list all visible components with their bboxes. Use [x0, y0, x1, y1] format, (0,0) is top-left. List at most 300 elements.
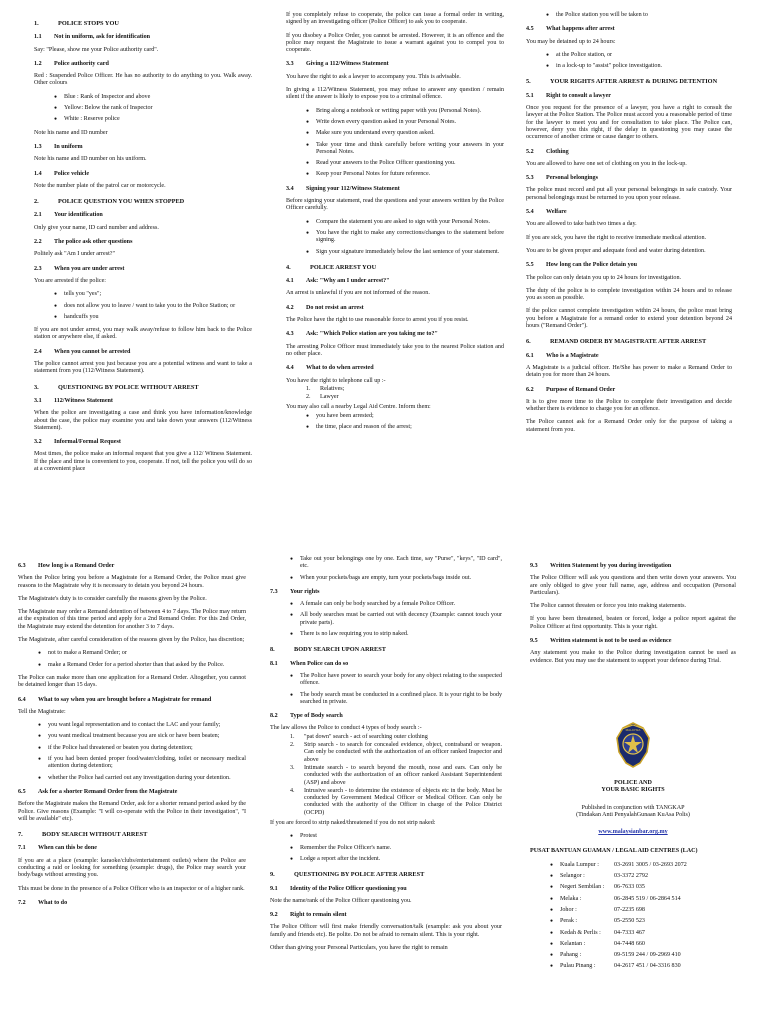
- bullet-item: ● Yellow: Below the rank of Inspector: [34, 105, 252, 112]
- section-title: Clothing: [546, 148, 569, 155]
- subsection-heading: [526, 387, 732, 394]
- section-title: Welfare: [546, 209, 567, 216]
- bullet-item: ● the time, place and reason of the arrest;: [286, 424, 504, 431]
- section-title: BODY SEARCH WITHOUT ARREST: [42, 831, 148, 839]
- section-number: 9.3: [530, 563, 538, 569]
- bullet-item: ● if you had been denied proper food/water/clothing, toilet or necessary medical attention during detention;: [18, 756, 246, 771]
- bullet-item: ● When your pockets/bags are empty, turn your pockets/bags inside out.: [270, 575, 502, 582]
- lac-entry: [530, 884, 736, 891]
- bullet-item: ● Sign your signature immediately below the last sentence of your statement.: [286, 249, 504, 256]
- lac-entry: [530, 918, 736, 925]
- section-heading: [34, 20, 252, 27]
- section-title: QUESTIONING BY POLICE AFTER ARREST: [294, 871, 425, 879]
- bullet-item: ● handcuffs you: [34, 314, 252, 321]
- lac-state: ● Kuala Lumpur :: [560, 861, 599, 868]
- section-title: Written statement is not to be used as evidence: [550, 638, 672, 645]
- item-number: 1.: [306, 385, 311, 392]
- paragraph: Once you request for the presence of a lawyer, you have a right to consult the lawyer at the Police Station. The Police must accord you a reasonable period of time for the lawyer to meet you and for consultation to take place. The Police can, however, deny you this right, if the delay in questioning you may cause the occurrence of another crime or cause danger to others.: [526, 105, 732, 141]
- bullet-item: ● The body search must be conducted in a confined place. It is your right to be body searched in private.: [270, 692, 502, 707]
- bullet-item: ● you want medical treatment because you are sick or have been beaten;: [18, 733, 246, 740]
- section-title: When you are under arrest: [54, 265, 125, 272]
- paragraph: Politely ask "Am I under arrest?": [34, 251, 115, 258]
- paragraph: The police must record and put all your personal belongings in safe custody. Your personal belongings must be returned to you upon your release.: [526, 187, 732, 201]
- section-title: What happens after arrest: [546, 26, 615, 33]
- bullet-item: ● Remember the Police Officer's name.: [270, 845, 502, 852]
- lac-state: ● Kedah & Perlis :: [560, 929, 601, 936]
- paragraph: The law allows the Police to conduct 4 types of body search :-: [270, 725, 422, 732]
- section-title: Type of Body search: [290, 713, 343, 720]
- numbered-list: [286, 386, 504, 402]
- section-number: 5.5: [526, 262, 534, 269]
- paragraph: If you are forced to strip naked/threatened if you do not strip naked:: [270, 820, 436, 827]
- subsection-heading: [34, 239, 252, 246]
- paragraph: The arresting Police Officer must immediately take you to the nearest Police station and no other place.: [286, 343, 504, 357]
- bullet-item: ● Keep your Personal Notes for future reference.: [286, 171, 504, 178]
- subsection-heading: [34, 144, 252, 151]
- section-title: Informal/Formal Request: [54, 439, 121, 446]
- lac-state: ● Kelantan :: [560, 940, 586, 947]
- brochure-title: [530, 780, 736, 795]
- paragraph: Note his name and ID number: [34, 129, 108, 136]
- paragraph: The Police Officer will ask you questions and then write down your answers. You are only obliged to give your full name, age, address and occupation (Personal Particulars).: [530, 575, 736, 596]
- subsection-heading: [34, 398, 252, 405]
- numbered-item: [286, 386, 504, 393]
- section-title: YOUR RIGHTS AFTER ARREST & DURING DETENTION: [550, 78, 718, 86]
- paragraph: If you are at a place (example: karaoke/clubs/entertainment outlets) where the Police are conducting a raid or looking for something (example: drugs), the Police may search your body/bags without arresting you.: [18, 857, 246, 879]
- subsection-heading: [270, 886, 502, 893]
- subsection-heading: [18, 845, 246, 852]
- section-number: 1.4: [34, 170, 42, 177]
- paragraph: Most times, the police make an informal request that you give a 112/ Witness Statement. If the place and time is convenient to you, cooperate. If not, tell the police you will do so at a convenient place: [34, 451, 252, 472]
- section-number: 5.4: [526, 209, 534, 216]
- subsection-heading: [526, 175, 732, 182]
- bullet-list: [286, 219, 504, 256]
- item-text: Relatives;: [320, 385, 345, 392]
- publication-line-2: (Tindakan Anti PenyalahGunaan KuAsa Polis): [576, 811, 690, 818]
- subsection-heading: [34, 212, 252, 219]
- paragraph: It is to give more time to the Police to complete their investigation and decide whether there is evidence to charge you for an offence.: [526, 398, 732, 413]
- bullet-list: [18, 650, 246, 669]
- subsection-heading: [270, 661, 502, 668]
- section-number: 2.3: [34, 265, 42, 272]
- numbered-item: [270, 734, 502, 741]
- section-number: 3.2: [34, 439, 42, 446]
- paragraph: The duty of the police is to complete investigation within 24 hours and to release you as soon as possible.: [526, 287, 732, 302]
- section-number: 8.2: [270, 713, 278, 720]
- section-title: Police authority card: [54, 60, 109, 67]
- section-title: Right to consult a lawyer: [546, 92, 611, 99]
- bullet-list: [270, 833, 502, 863]
- lac-entry: [530, 907, 736, 914]
- section-number: 2.: [34, 198, 39, 206]
- section-number: 5.1: [526, 92, 534, 99]
- paragraph: Tell the Magistrate:: [18, 708, 66, 715]
- section-number: 4.1: [286, 278, 294, 285]
- paragraph: Any statement you make to the Police during investigation cannot be used as evidence. But you may use the statement to support your defence during Trial.: [530, 650, 736, 664]
- section-number: 1.2: [34, 60, 42, 67]
- lac-entry: [530, 963, 736, 970]
- section-number: 3.4: [286, 185, 294, 192]
- item-text: Lawyer: [320, 394, 339, 401]
- section-title: BODY SEARCH UPON ARREST: [294, 646, 386, 654]
- subsection-heading: [18, 900, 246, 907]
- website-link[interactable]: www.malaysianbar.org.my: [598, 829, 668, 836]
- title-line-2: YOUR BASIC RIGHTS: [601, 787, 665, 794]
- bullet-list: [270, 601, 502, 638]
- section-number: 5.: [526, 78, 531, 86]
- page2-column1: [18, 556, 246, 912]
- paragraph: You are allowed to take bath two times a day.: [526, 221, 637, 228]
- section-number: 6.5: [18, 788, 26, 795]
- section-number: 4.3: [286, 331, 294, 338]
- section-number: 9.5: [530, 638, 538, 645]
- subsection-heading: [286, 186, 504, 193]
- lac-phone: 09-5159 244 / 09-2969 410: [614, 952, 681, 959]
- section-title: How long is a Remand Order: [38, 563, 115, 569]
- bullet-item: ● the Police station you will be taken to: [526, 12, 732, 19]
- bullet-list: [286, 413, 504, 432]
- section-title: When Police can do so: [290, 660, 349, 667]
- numbered-item: [270, 742, 502, 764]
- subsection-heading: [530, 563, 736, 570]
- section-number: 2.2: [34, 239, 42, 246]
- subsection-heading: [526, 353, 732, 360]
- lac-entry: [530, 862, 736, 869]
- bullet-item: ● you want legal representation and to contact the LAC and your family;: [18, 722, 246, 729]
- subsection-heading: [34, 34, 252, 41]
- section-number: 9.: [270, 871, 275, 879]
- page1-column3: [526, 12, 732, 440]
- paragraph: Note the name/rank of the Police Officer questioning you.: [270, 897, 412, 904]
- paragraph: In giving a 112/Witness Statement, you may refuse to answer any question / remain silent if the answer is likely to expose you to a criminal offence.: [286, 87, 504, 101]
- section-heading: [526, 78, 732, 85]
- lac-state: ● Melaka :: [560, 895, 582, 902]
- paragraph: If you have been threatened, beaten or forced, lodge a police report against the Police Officer at first opportunity. This is your right.: [530, 616, 736, 630]
- subsection-heading: [286, 61, 504, 68]
- section-title: What to do: [38, 899, 68, 906]
- subsection-heading: [526, 149, 732, 156]
- paragraph: The Magistrate may order a Remand detention of between 4 to 7 days. The Police may return at the expiration of this time period and apply for a 2nd Remand Order. For this 2nd Order, the Magistrate may extend the detention for another 3 to 7 days.: [18, 609, 246, 630]
- subsection-heading: [18, 697, 246, 704]
- paragraph: Before signing your statement, read the questions and your answers written by the Police Officer carefully.: [286, 198, 504, 212]
- item-number: 1.: [290, 733, 295, 740]
- paragraph: Other than giving your Personal Particulars, you have the right to remain: [270, 944, 448, 951]
- paragraph: You have the right to ask a lawyer to accompany you. This is advisable.: [286, 73, 461, 80]
- paragraph: Say: "Please, show me your Police authority card".: [34, 46, 159, 53]
- bullet-item: ● Protest: [270, 833, 502, 840]
- section-title: POLICE STOPS YOU: [58, 20, 119, 27]
- bullet-list: [526, 52, 732, 71]
- section-number: 7.1: [18, 845, 26, 852]
- section-number: 5.3: [526, 175, 534, 182]
- section-title: Right to remain silent: [290, 912, 347, 919]
- lac-entry: [530, 896, 736, 903]
- item-text: Strip search - to search for concealed evidence, object, contraband or weapon. Can only be conducted with the authorization of an officer ranked Inspector and above: [304, 742, 502, 763]
- subsection-heading: [34, 61, 252, 68]
- subsection-heading: [286, 278, 504, 285]
- bullet-item: ● There is no law requiring you to strip naked.: [270, 631, 502, 638]
- section-number: 6.: [526, 338, 531, 346]
- lac-list: [530, 862, 736, 971]
- lac-state: ● Pulau Pinang :: [560, 963, 596, 970]
- paragraph: Red : Suspended Police Officer. He has no authority to do anything to you. Walk away. Other colours: [34, 73, 252, 87]
- numbered-item: [286, 394, 504, 401]
- bullet-list: [270, 673, 502, 706]
- section-title: 112/Witness Statement: [54, 397, 113, 404]
- numbered-item: [270, 765, 502, 787]
- paragraph: Note the number plate of the patrol car or motorcycle.: [34, 182, 166, 189]
- page1-column1: [34, 12, 252, 479]
- bullet-item: ● The Police have power to search your body for any object relating to the suspected offence.: [270, 673, 502, 688]
- section-title: Written Statement by you during investigation: [550, 563, 672, 569]
- subsection-heading: [526, 93, 732, 100]
- paragraph: If you disobey a Police Order, you cannot be arrested. However, it is an offence and the police may request the Magistrate to issue a warrant against you to compel you to cooperate.: [286, 32, 504, 54]
- paragraph: The Police cannot threaten or force you into making statements.: [530, 603, 687, 610]
- subsection-heading: [286, 305, 504, 312]
- bullet-item: ● Lodge a report after the incident.: [270, 856, 502, 863]
- subsection-heading: [18, 789, 246, 796]
- paragraph: The Magistrate's duty is to consider carefully the reasons given by the Police.: [18, 595, 207, 602]
- paragraph: You may be detained up to 24 hours:: [526, 38, 616, 45]
- section-heading: [18, 831, 246, 838]
- section-title: Who is a Magistrate: [546, 352, 599, 359]
- bullet-list: [270, 556, 502, 582]
- paragraph: Before the Magistrate makes the Remand Order, ask for a shorter remand period asked by the Police. Give reasons (Example: "I will co-operate with the Police in their investigation", "I will be available" etc).: [18, 801, 246, 822]
- section-title: Giving a 112/Witness Statement: [306, 61, 389, 68]
- bullet-item: ● in a lock-up to "assist" police investigation.: [526, 63, 732, 70]
- subsection-heading: [34, 439, 252, 446]
- subsection-heading: [270, 713, 502, 720]
- publication-line-1: Published in conjunction with TANGKAP: [581, 804, 685, 811]
- section-number: 4.2: [286, 304, 294, 311]
- section-title: How long can the Police detain you: [546, 262, 638, 269]
- bullet-item: ● Write down every question asked in your Personal Notes.: [286, 119, 504, 126]
- section-title: Ask for a shorter Remand Order from the Magistrate: [38, 788, 178, 795]
- section-title: The police ask other questions: [54, 239, 133, 246]
- subsection-heading: [526, 26, 732, 33]
- section-heading: [526, 338, 732, 345]
- section-title: POLICE ARREST YOU: [310, 263, 377, 271]
- bullet-item: ● Make sure you understand every question asked.: [286, 130, 504, 137]
- bullet-list: [286, 108, 504, 179]
- paragraph: The Police cannot ask for a Remand Order only for the purpose of taking a statement from you.: [526, 419, 732, 433]
- lac-phone: 07-2235 698: [614, 906, 645, 913]
- subsection-heading: [530, 638, 736, 645]
- section-number: 6.2: [526, 386, 534, 393]
- bullet-item: ● Compare the statement you are asked to sign with your Personal Notes.: [286, 219, 504, 226]
- bullet-item: ● Take out your belongings one by one. Each time, say "Purse", "keys", "ID card", etc.: [270, 556, 502, 571]
- lac-phone: 04-7333 467: [614, 929, 645, 936]
- bullet-item: ● not to make a Remand Order; or: [18, 650, 246, 657]
- section-number: 1.3: [34, 143, 42, 150]
- section-heading: [34, 198, 252, 205]
- paragraph: You are arrested if the police:: [34, 277, 106, 284]
- bullet-item: ● Bring along a notebook or writing paper with you (Personal Notes).: [286, 108, 504, 115]
- bullet-list: [526, 12, 732, 19]
- section-number: 8.1: [270, 660, 278, 667]
- bullet-item: ● if the Police had threatened or beaten you during detention;: [18, 745, 246, 752]
- section-number: 4.4: [286, 365, 294, 372]
- subsection-heading: [526, 209, 732, 216]
- lac-phone: 04-2617 451 / 04-3316 830: [614, 963, 681, 970]
- bullet-item: ● Blue : Rank of Inspector and above: [34, 94, 252, 101]
- numbered-item: [270, 788, 502, 817]
- subsection-heading: [34, 266, 252, 273]
- section-heading: [270, 646, 502, 653]
- section-title: Your identification: [54, 212, 103, 219]
- section-title: Do not resist an arrest: [306, 304, 364, 311]
- paragraph: When the Police bring you before a Magistrate for a Remand Order, the Police must give reasons to the Magistrate why it is necessary to detain you beyond 24 hours.: [18, 575, 246, 589]
- section-number: 9.1: [270, 885, 278, 892]
- section-number: 2.1: [34, 212, 42, 219]
- emblem-label: MALAYSIA: [625, 728, 641, 732]
- paragraph: The Police have the right to use reasonable force to arrest you if you resist.: [286, 317, 469, 324]
- paragraph: The police can only detain you up to 24 hours for investigation.: [526, 274, 682, 281]
- subsection-heading: [34, 171, 252, 178]
- lac-phone: 06-2845 519 / 06-2864 514: [614, 895, 681, 902]
- lac-phone: 05-2550 523: [614, 918, 645, 925]
- lac-state: ● Selangor :: [560, 873, 585, 880]
- section-number: 5.2: [526, 148, 534, 155]
- section-title: When you cannot be arrested: [54, 348, 131, 355]
- section-number: 1.: [34, 20, 39, 27]
- section-number: 4.5: [526, 26, 534, 33]
- section-number: 7.3: [270, 588, 278, 595]
- item-number: 2.: [290, 742, 295, 749]
- bullet-item: ● A female can only be body searched by a female Police Officer.: [270, 601, 502, 608]
- item-text: "pat down" search - act of searching outer clothing: [304, 733, 428, 740]
- section-title: Personal belongings: [546, 175, 598, 182]
- bullet-list: [34, 94, 252, 124]
- section-title: What to do when arrested: [306, 365, 374, 372]
- lac-entry: [530, 952, 736, 959]
- section-number: 2.4: [34, 348, 42, 355]
- section-title: Police vehicle: [54, 170, 90, 177]
- section-heading: [34, 384, 252, 391]
- page2-column3: [530, 556, 736, 671]
- page2-column2: [270, 556, 502, 958]
- section-title: Not in uniform, ask for identification: [54, 34, 151, 41]
- item-number: 2.: [306, 394, 311, 401]
- section-title: POLICE QUESTION YOU WHEN STOPPED: [58, 198, 185, 206]
- paragraph: A Magistrate is a judicial officer. He/She has power to make a Remand Order to detain you for more than 24 hours.: [526, 364, 732, 379]
- section-title: Your rights: [290, 588, 320, 595]
- section-number: 3.: [34, 383, 39, 391]
- section-number: 6.3: [18, 563, 26, 569]
- bullet-item: ● tells you "yes";: [34, 291, 252, 298]
- bullet-item: ● does not allow you to leave / want to take you to the Police Station; or: [34, 303, 252, 310]
- subsection-heading: [270, 589, 502, 596]
- paragraph: If the police cannot complete investigation within 24 hours, the police must bring you before a Magistrate for a remand order to extend your detention beyond 24 hours ("Remand Order").: [526, 308, 732, 330]
- paragraph: The police cannot arrest you just because you are a potential witness and want to take a statement from you (112/Witness Statement).: [34, 361, 252, 375]
- paragraph: The Magistrate, after careful consideration of the reasons given by the Police, has discretion;: [18, 637, 245, 644]
- bullet-item: ● Read your answers to the Police Officer questioning you.: [286, 160, 504, 167]
- paragraph: You have the right to telephone call up :-: [286, 377, 386, 384]
- subsection-heading: [270, 912, 502, 919]
- bullet-item: ● make a Remand Order for a period shorter than that asked by the Police.: [18, 662, 246, 669]
- lac-phone: 03-3372 2792: [614, 873, 649, 880]
- police-emblem-icon: [613, 720, 653, 770]
- lac-entry: [530, 873, 736, 880]
- paragraph: The Police can make more than one application for a Remand Order. Altogether, you cannot be detained longer than 15 days.: [18, 674, 246, 689]
- section-number: 6.4: [18, 696, 26, 703]
- subsection-heading: [286, 331, 504, 338]
- section-title: Identity of the Police Officer questioning you: [290, 885, 407, 892]
- section-heading: [270, 871, 502, 878]
- lac-state: ● Negeri Sembilan :: [560, 884, 605, 891]
- lac-state: ● Perak :: [560, 918, 578, 925]
- bullet-item: ● White : Reserve police: [34, 116, 252, 123]
- lac-phone: 03-2691 3005 / 03-2693 2072: [614, 861, 687, 868]
- lac-heading: PUSAT BANTUAN GUAMAN / LEGAL AID CENTRES (LAC): [530, 848, 698, 855]
- lac-phone: 06-7633 035: [614, 884, 645, 891]
- item-number: 3.: [290, 764, 295, 771]
- paragraph: Only give your name, ID card number and address.: [34, 224, 159, 231]
- lac-state: ● Johor :: [560, 906, 577, 913]
- section-number: 1.1: [34, 34, 42, 41]
- bullet-item: ● at the Police station, or: [526, 52, 732, 59]
- section-number: 7.2: [18, 899, 26, 906]
- title-line-1: POLICE AND: [614, 780, 652, 786]
- item-text: Intrusive search - to determine the existence of objects etc in the body. Must be conducted by Government Medical Officer or Medical Officer. Can only be conducted with the authority of the Officer in charge of the Police District (OCPD): [304, 787, 502, 816]
- section-title: Ask: "Why am I under arrest?": [306, 278, 390, 285]
- paragraph: This must be done in the presence of a Police Officer who is an inspector or of a higher rank.: [18, 885, 245, 892]
- bullet-item: ● whether the Police had carried out any investigation during your detention.: [18, 775, 246, 782]
- subsection-heading: [526, 262, 732, 269]
- paragraph: Note his name and ID number on his uniform.: [34, 156, 147, 163]
- section-heading: [286, 264, 504, 271]
- lac-phone: 04-7448 660: [614, 940, 645, 947]
- subsection-heading: [286, 365, 504, 372]
- paragraph: You are allowed to have one set of clothing on you in the lock-up.: [526, 160, 687, 167]
- section-number: 9.2: [270, 912, 278, 919]
- paragraph: When the police are investigating a case and think you have information/knowledge about the case, the police may examine you and take down your answers (112/Witness Statement).: [34, 410, 252, 431]
- publication-note: [530, 805, 736, 820]
- item-text: Intimate search - to search beyond the mouth, nose and ears. Can only be conducted with the authorization of an officer ranked Assistant Superintendent (ASP) and above: [304, 764, 502, 786]
- paragraph: The Police Officer will first make friendly conversation/talk (example: ask you about your family and friends etc). Be polite. Do not be afraid to remain silent. This is your right.: [270, 924, 502, 938]
- section-number: 3.1: [34, 397, 42, 404]
- lac-state: ● Pahang :: [560, 952, 582, 959]
- back-cover: [530, 720, 736, 977]
- subsection-heading: [34, 349, 252, 356]
- paragraph: An arrest is unlawful if you are not informed of the reason.: [286, 290, 430, 297]
- bullet-item: ● Take your time and think carefully before writing your answers in your Personal Notes.: [286, 142, 504, 157]
- paragraph: If you are sick, you have the right to receive immediate medical attention.: [526, 234, 707, 241]
- section-title: QUESTIONING BY POLICE WITHOUT ARREST: [58, 383, 199, 391]
- bullet-item: ● You have the right to make any corrections/changes to the statement before signing.: [286, 230, 504, 245]
- section-title: In uniform: [54, 143, 83, 150]
- section-title: Purpose of Remand Order: [546, 386, 616, 393]
- bullet-item: ● All body searches must be carried out with decency (Example: cannot touch your private parts).: [270, 612, 502, 627]
- lac-entry: [530, 930, 736, 937]
- paragraph: You may also call a nearby Legal Aid Centre. Inform them:: [286, 404, 431, 411]
- section-title: When can this be done: [38, 845, 97, 852]
- section-number: 3.3: [286, 61, 294, 68]
- bullet-item: ● you have been arrested;: [286, 413, 504, 420]
- paragraph: You are to be given proper and adequate food and water during detention.: [526, 247, 706, 254]
- section-title: REMAND ORDER BY MAGISTRATE AFTER ARREST: [550, 338, 707, 346]
- item-number: 4.: [290, 787, 295, 794]
- section-number: 4.: [286, 263, 291, 271]
- bullet-list: [18, 722, 246, 782]
- paragraph: If you completely refuse to cooperate, the police can issue a formal order in writing, signed by an investigating officer (Police Officer) to ask you to cooperate.: [286, 12, 504, 26]
- section-number: 8.: [270, 646, 275, 654]
- page1-column2: [286, 12, 504, 437]
- section-number: 7.: [18, 831, 23, 839]
- paragraph: If you are not under arrest, you may walk away/refuse to follow him back to the Police station or anywhere else, if asked.: [34, 327, 252, 341]
- lac-entry: [530, 941, 736, 948]
- subsection-heading: [18, 563, 246, 570]
